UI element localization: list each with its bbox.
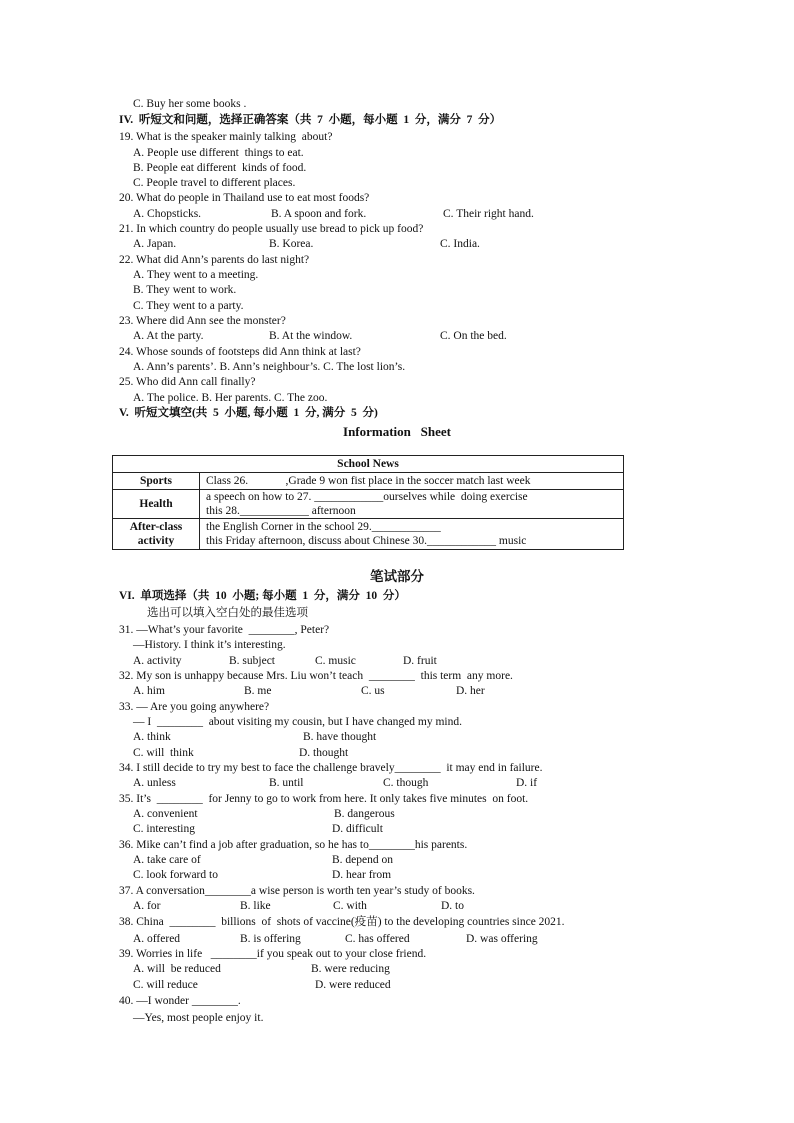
q22-option-a: A. They went to a meeting.: [133, 269, 259, 281]
after-class-line-1: the English Corner in the school 29.____________: [206, 521, 441, 533]
after-class-label: [113, 519, 200, 550]
q25-options: A. The police. B. Her parents. C. The zoo.: [133, 392, 328, 404]
after-class-line-2: this Friday afternoon, discuss about Chinese 30.____________ music: [206, 535, 527, 547]
q32-option-d: D. her: [456, 685, 485, 697]
q23-option-c: C. On the bed.: [440, 330, 507, 342]
q33-option-b: B. have thought: [303, 731, 377, 743]
question-34: 34. I still decide to try my best to face the challenge bravely________ it may end in failure.: [119, 762, 543, 774]
school-news-title: School News: [113, 456, 624, 473]
section-5-heading: V. 听短文填空(共 5 小题, 每小题 1 分, 满分 5 分): [119, 407, 378, 419]
question-19: 19. What is the speaker mainly talking about?: [119, 131, 333, 143]
question-20: 20. What do people in Thailand use to eat most foods?: [119, 192, 370, 204]
health-line-2: this 28.____________ afternoon: [206, 505, 356, 517]
q19-option-a: A. People use different things to eat.: [133, 147, 304, 159]
q21-option-b: B. Korea.: [269, 238, 314, 250]
information-sheet-title: Information Sheet: [343, 424, 451, 439]
question-38: 38. China ________ billions of shots of vaccine(疫苗) to the developing countries since 2021.: [119, 916, 565, 928]
q33-option-a: A. think: [133, 731, 171, 743]
q21-option-a: A. Japan.: [133, 238, 177, 250]
sports-label: Sports: [113, 473, 200, 490]
q39-option-c: C. will reduce: [133, 979, 198, 991]
q31-option-d: D. fruit: [403, 655, 437, 667]
q38-option-b: B. is offering: [240, 933, 301, 945]
q38-option-c: C. has offered: [345, 933, 410, 945]
sports-text: Class 26. ,Grade 9 won fist place in the soccer match last week: [200, 473, 624, 490]
q23-option-b: B. At the window.: [269, 330, 353, 342]
health-text: [200, 490, 624, 519]
question-32: 32. My son is unhappy because Mrs. Liu won’t teach ________ this term any more.: [119, 670, 513, 682]
school-news-table: [112, 455, 624, 550]
q18-option-c: C. Buy her some books .: [133, 98, 247, 110]
after-class-label-line-2: activity: [137, 535, 175, 547]
q34-option-b: B. until: [269, 777, 304, 789]
after-class-text: [200, 519, 624, 550]
q19-option-c: C. People travel to different places.: [133, 177, 296, 189]
q39-option-b: B. were reducing: [311, 963, 390, 975]
q20-option-a: A. Chopsticks.: [133, 208, 202, 220]
q31-option-c: C. music: [315, 655, 356, 667]
question-22: 22. What did Ann’s parents do last night?: [119, 254, 310, 266]
q32-option-c: C. us: [361, 685, 385, 697]
q37-option-a: A. for: [133, 900, 161, 912]
question-39: 39. Worries in life ________if you speak out to your close friend.: [119, 948, 427, 960]
question-37: 37. A conversation________a wise person is worth ten year’s study of books.: [119, 885, 475, 897]
q37-option-c: C. with: [333, 900, 367, 912]
q31-option-b: B. subject: [229, 655, 275, 667]
health-line-1: a speech on how to 27. ____________ourselves while doing exercise: [206, 491, 528, 503]
q32-option-b: B. me: [244, 685, 272, 697]
q31-response: —History. I think it’s interesting.: [133, 639, 286, 651]
q32-option-a: A. him: [133, 685, 165, 697]
section-6-instruction: 选出可以填入空白处的最佳选项: [147, 607, 308, 619]
q35-option-c: C. interesting: [133, 823, 195, 835]
q36-option-a: A. take care of: [133, 854, 201, 866]
q35-option-a: A. convenient: [133, 808, 198, 820]
q38-option-d: D. was offering: [466, 933, 538, 945]
q22-option-b: B. They went to work.: [133, 284, 237, 296]
q36-option-b: B. depend on: [332, 854, 394, 866]
question-36: 36. Mike can’t find a job after graduation, so he has to________his parents.: [119, 839, 468, 851]
q39-option-a: A. will be reduced: [133, 963, 221, 975]
question-31: 31. —What’s your favorite ________, Peter?: [119, 624, 330, 636]
q36-option-d: D. hear from: [332, 869, 392, 881]
section-6-heading: VI. 单项选择（共 10 小题; 每小题 1 分，满分 10 分）: [119, 590, 406, 602]
q22-option-c: C. They went to a party.: [133, 300, 244, 312]
q34-option-a: A. unless: [133, 777, 176, 789]
q38-option-a: A. offered: [133, 933, 181, 945]
q34-option-c: C. though: [383, 777, 429, 789]
q33-response: — I ________ about visiting my cousin, but I have changed my mind.: [133, 716, 462, 728]
question-24: 24. Whose sounds of footsteps did Ann think at last?: [119, 346, 361, 358]
question-33: 33. — Are you going anywhere?: [119, 701, 270, 713]
question-25: 25. Who did Ann call finally?: [119, 376, 256, 388]
after-class-label-line-1: After-class: [129, 521, 183, 533]
q37-option-b: B. like: [240, 900, 271, 912]
q23-option-a: A. At the party.: [133, 330, 204, 342]
q31-option-a: A. activity: [133, 655, 182, 667]
question-40: 40. —I wonder ________.: [119, 995, 241, 1007]
q21-option-c: C. India.: [440, 238, 480, 250]
q20-option-b: B. A spoon and fork.: [271, 208, 367, 220]
q33-option-c: C. will think: [133, 747, 194, 759]
q35-option-b: B. dangerous: [334, 808, 395, 820]
written-part-title: 笔试部分: [370, 569, 424, 584]
q37-option-d: D. to: [441, 900, 464, 912]
q33-option-d: D. thought: [299, 747, 349, 759]
q35-option-d: D. difficult: [332, 823, 383, 835]
question-21: 21. In which country do people usually use bread to pick up food?: [119, 223, 424, 235]
section-4-heading: IV. 听短文和问题，选择正确答案（共 7 小题，每小题 1 分，满分 7 分）: [119, 114, 502, 126]
question-35: 35. It’s ________ for Jenny to go to work from here. It only takes five minutes on foot.: [119, 793, 529, 805]
q39-option-d: D. were reduced: [315, 979, 391, 991]
q34-option-d: D. if: [516, 777, 538, 789]
q24-options: A. Ann’s parents’. B. Ann’s neighbour’s. C. The lost lion’s.: [133, 361, 406, 373]
health-label: Health: [113, 490, 200, 519]
question-23: 23. Where did Ann see the monster?: [119, 315, 286, 327]
q19-option-b: B. People eat different kinds of food.: [133, 162, 307, 174]
q20-option-c: C. Their right hand.: [443, 208, 534, 220]
q40-response: —Yes, most people enjoy it.: [133, 1012, 264, 1024]
q36-option-c: C. look forward to: [133, 869, 218, 881]
